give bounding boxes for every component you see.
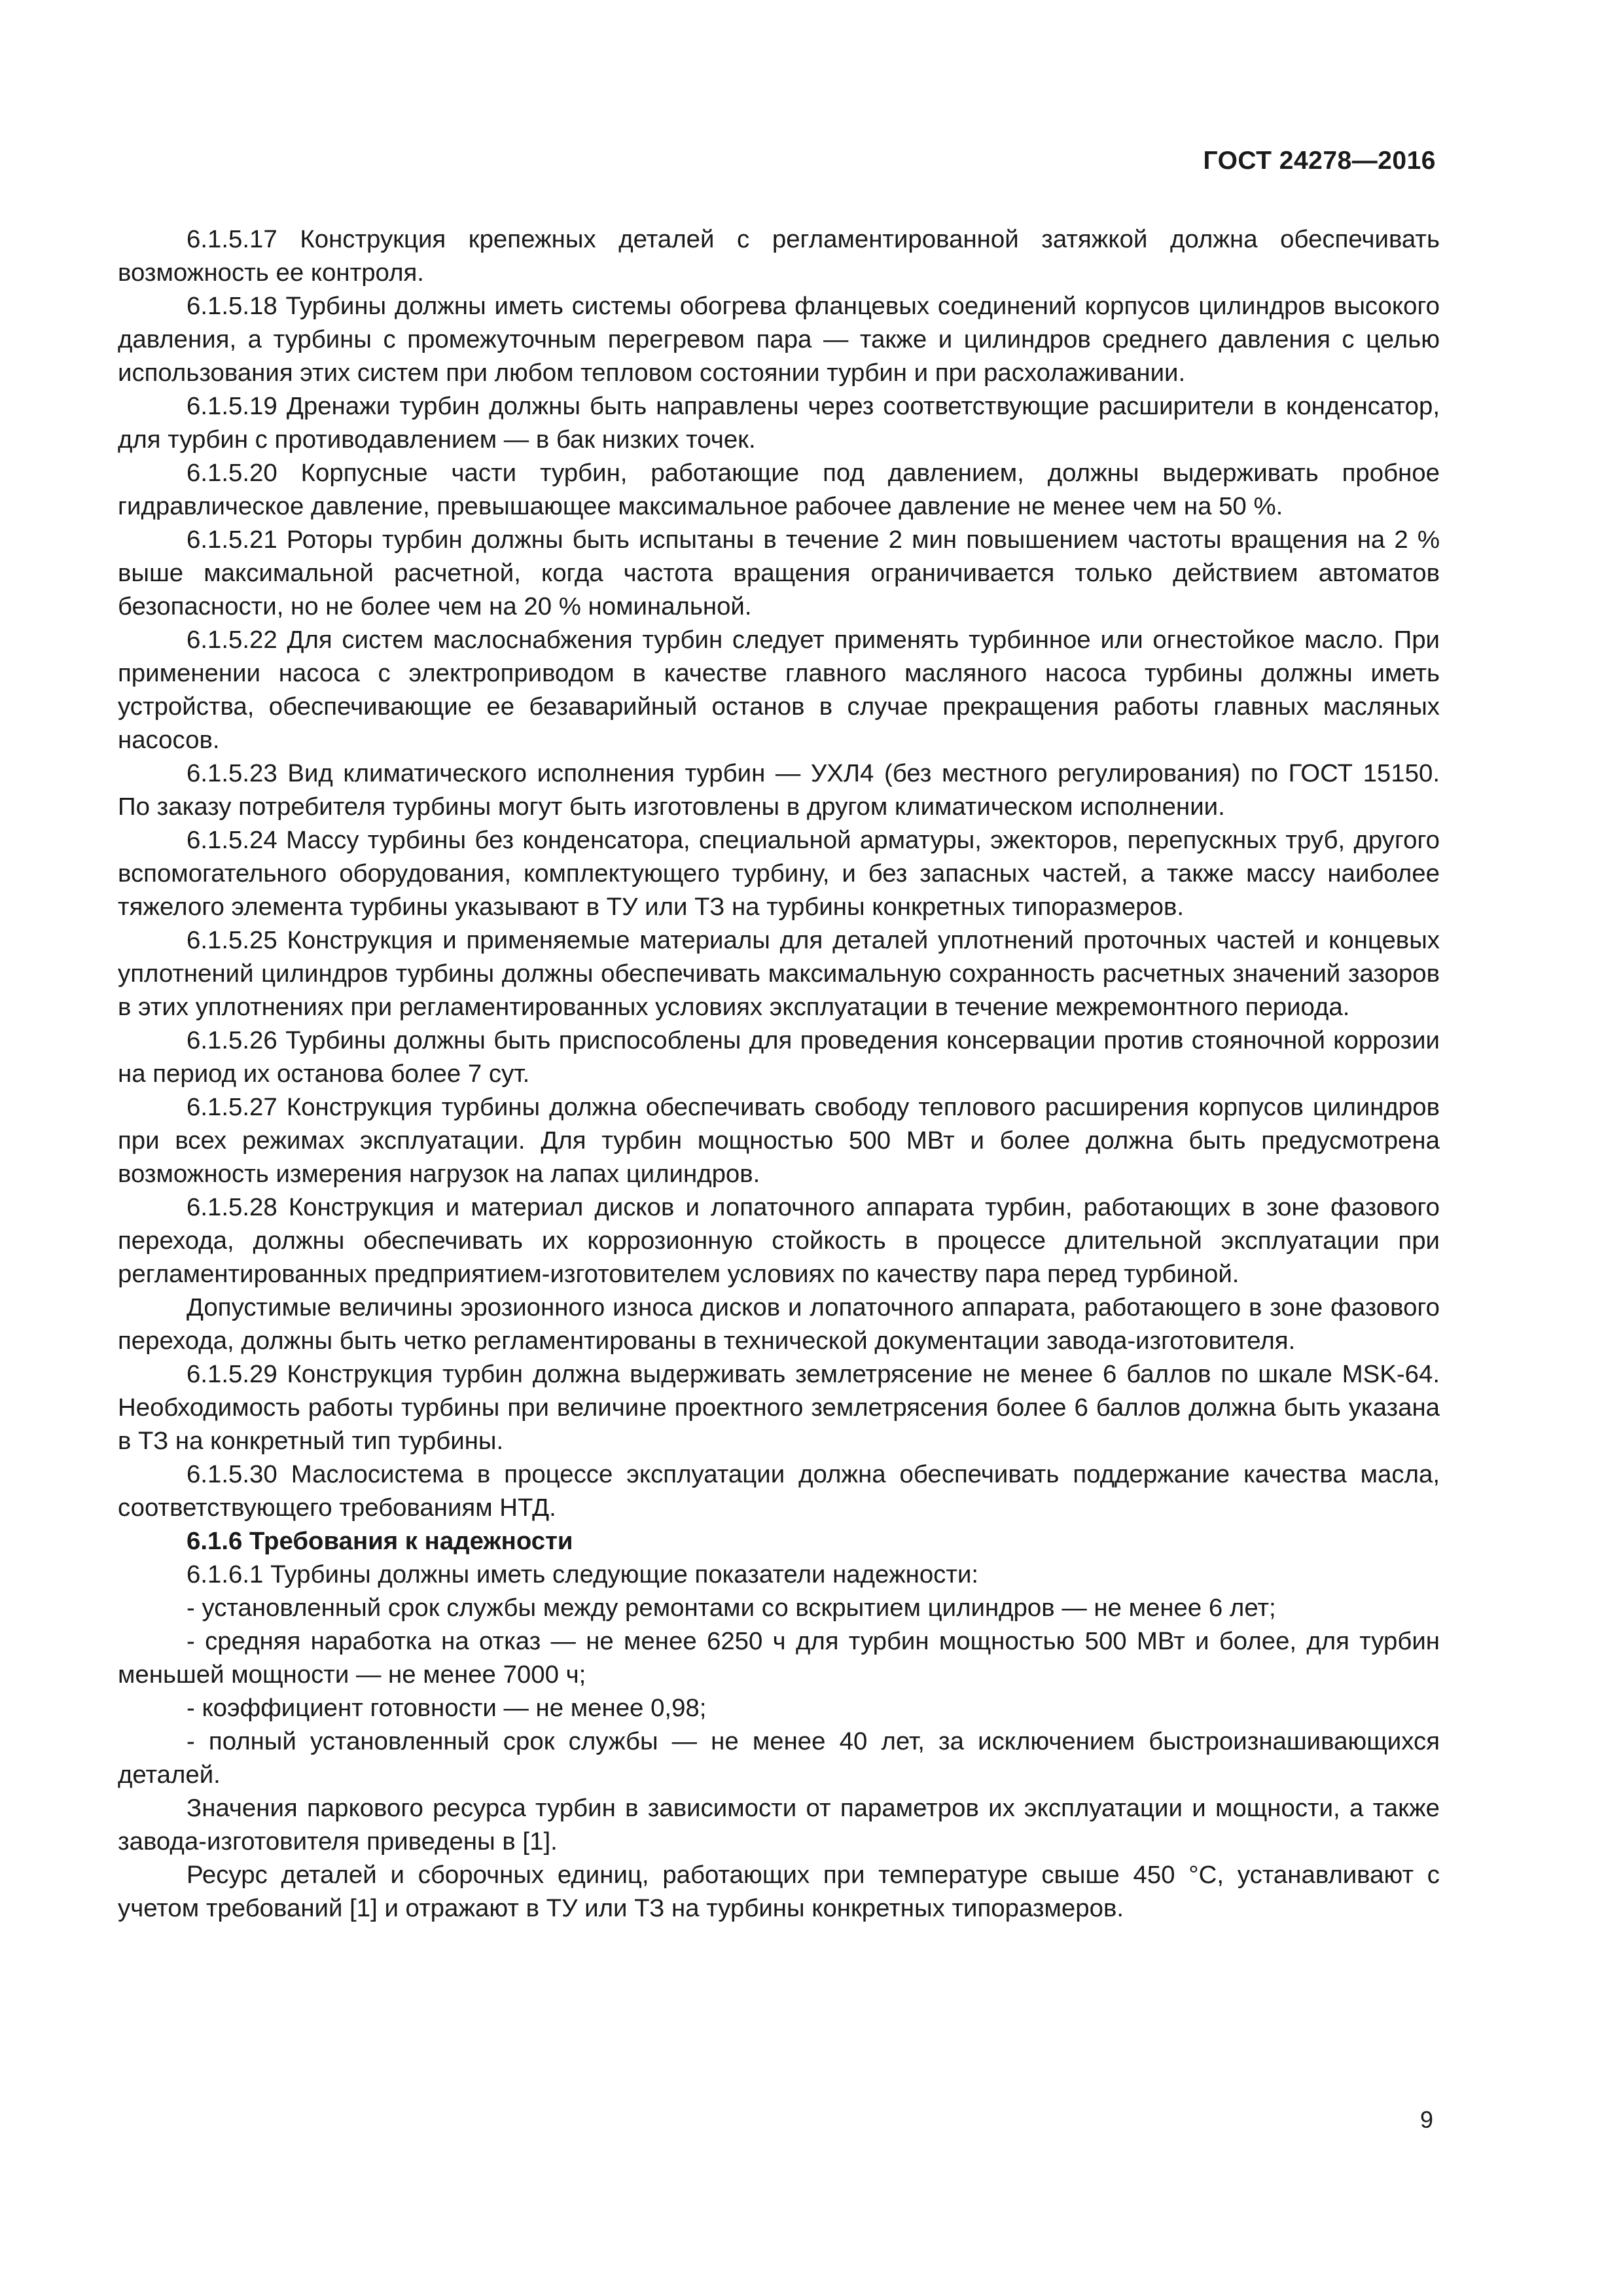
paragraph-6-1-5-28: 6.1.5.28 Конструкция и материал дисков и лопаточного аппарата турбин, работающих в зоне фазового перехода, должны обеспечивать их коррозионную стойкость в процессе длительной эксплуатации при регламентированных предприятием-изготовителем условиях по качеству пара перед турбиной.: [118, 1193, 1440, 1288]
paragraph-6-1-5-20: 6.1.5.20 Корпусные части турбин, работающие под давлением, должны выдерживать пробное гидравлическое давление, превышающее максимальное рабочее давление не менее чем на 50 %.: [118, 459, 1440, 520]
page-number: 9: [1419, 2106, 1433, 2133]
paragraph-6-1-5-23: 6.1.5.23 Вид климатического исполнения турбин — УХЛ4 (без местного регулирования) по ГОСТ 15150. По заказу потребителя турбины могут быть изготовлены в другом климатическом исполнении.: [118, 759, 1440, 821]
paragraph-6-1-5-24: 6.1.5.24 Массу турбины без конденсатора, специальной арматуры, эжекторов, перепускных труб, другого вспомогательного оборудования, комплектующего турбину, и без запасных частей, а также массу наиболее тяжелого элемента турбины указывают в ТУ или ТЗ на турбины конкретных типоразмеров.: [118, 826, 1440, 921]
paragraph-6-1-6-1: 6.1.6.1 Турбины должны иметь следующие показатели надежности:: [187, 1560, 979, 1588]
document-header-id: ГОСТ 24278—2016: [1203, 147, 1436, 175]
paragraph-6-1-5-26: 6.1.5.26 Турбины должны быть приспособлены для проведения консервации против стояночной коррозии на период их останова более 7 сут.: [118, 1026, 1440, 1088]
paragraph-6-1-5-17: 6.1.5.17 Конструкция крепежных деталей с регламентированной затяжкой должна обеспечивать возможность ее контроля.: [118, 225, 1440, 287]
list-item-service-life-between-repairs: - установленный срок службы между ремонтами со вскрытием цилиндров — не менее 6 лет;: [187, 1594, 1276, 1622]
paragraph-6-1-5-29: 6.1.5.29 Конструкция турбин должна выдерживать землетрясение не менее 6 баллов по шкале MSK-64. Необходимость работы турбины при величине проектного землетрясения более 6 баллов должна быть указана в ТЗ на конкретный тип турбины.: [118, 1360, 1440, 1455]
list-item-availability-factor: - коэффициент готовности — не менее 0,98;: [187, 1694, 707, 1722]
document-body: [118, 223, 1440, 1925]
paragraph-6-1-5-22: 6.1.5.22 Для систем маслоснабжения турбин следует применять турбинное или огнестойкое масло. При применении насоса с электроприводом в качестве главного масляного насоса турбины должны иметь устройства, обеспечивающие ее безаварийный останов в случае прекращения работы главных масляных насосов.: [118, 626, 1440, 754]
list-item-mean-time-to-failure: - средняя наработка на отказ — не менее 6250 ч для турбин мощностью 500 МВт и более, для турбин меньшей мощности — не менее 7000 ч;: [118, 1627, 1440, 1689]
paragraph-6-1-5-18: 6.1.5.18 Турбины должны иметь системы обогрева фланцевых соединений корпусов цилиндров высокого давления, а турбины с промежуточным перегревом пара — также и цилиндров среднего давления с целью использования этих систем при любом тепловом состоянии турбин и при расхолаживании.: [118, 292, 1440, 387]
paragraph-6-1-5-30: 6.1.5.30 Маслосистема в процессе эксплуатации должна обеспечивать поддержание качества масла, соответствующего требованиям НТД.: [118, 1460, 1440, 1522]
paragraph-6-1-5-25: 6.1.5.25 Конструкция и применяемые материалы для деталей уплотнений проточных частей и концевых уплотнений цилиндров турбины должны обеспечивать максимальную сохранность расчетных значений зазоров в этих уплотнениях при регламентированных условиях эксплуатации в течение межремонтного периода.: [118, 926, 1440, 1021]
paragraph-park-resource: Значения паркового ресурса турбин в зависимости от параметров их эксплуатации и мощности, а также завода-изготовителя приведены в [1].: [118, 1794, 1440, 1856]
paragraph-6-1-5-27: 6.1.5.27 Конструкция турбины должна обеспечивать свободу теплового расширения корпусов цилиндров при всех режимах эксплуатации. Для турбин мощностью 500 МВт и более должна быть предусмотрена возможность измерения нагрузок на лапах цилиндров.: [118, 1093, 1440, 1188]
list-item-total-service-life: - полный установленный срок службы — не менее 40 лет, за исключением быстроизнашивающихся деталей.: [118, 1727, 1440, 1789]
paragraph-parts-resource: Ресурс деталей и сборочных единиц, работающих при температуре свыше 450 °С, устанавливают с учетом требований [1] и отражают в ТУ или ТЗ на турбины конкретных типоразмеров.: [118, 1861, 1440, 1922]
section-heading-reliability: 6.1.6 Требования к надежности: [187, 1527, 573, 1555]
paragraph-erosion-limits: Допустимые величины эрозионного износа дисков и лопаточного аппарата, работающего в зоне фазового перехода, должны быть четко регламентированы в технической документации завода-изготовителя.: [118, 1293, 1440, 1355]
paragraph-6-1-5-21: 6.1.5.21 Роторы турбин должны быть испытаны в течение 2 мин повышением частоты вращения на 2 % выше максимальной расчетной, когда частота вращения ограничивается только действием автоматов безопасности, но не более чем на 20 % номинальной.: [118, 526, 1440, 620]
paragraph-6-1-5-19: 6.1.5.19 Дренажи турбин должны быть направлены через соответствующие расширители в конденсатор, для турбин с противодавлением — в бак низких точек.: [118, 392, 1440, 454]
